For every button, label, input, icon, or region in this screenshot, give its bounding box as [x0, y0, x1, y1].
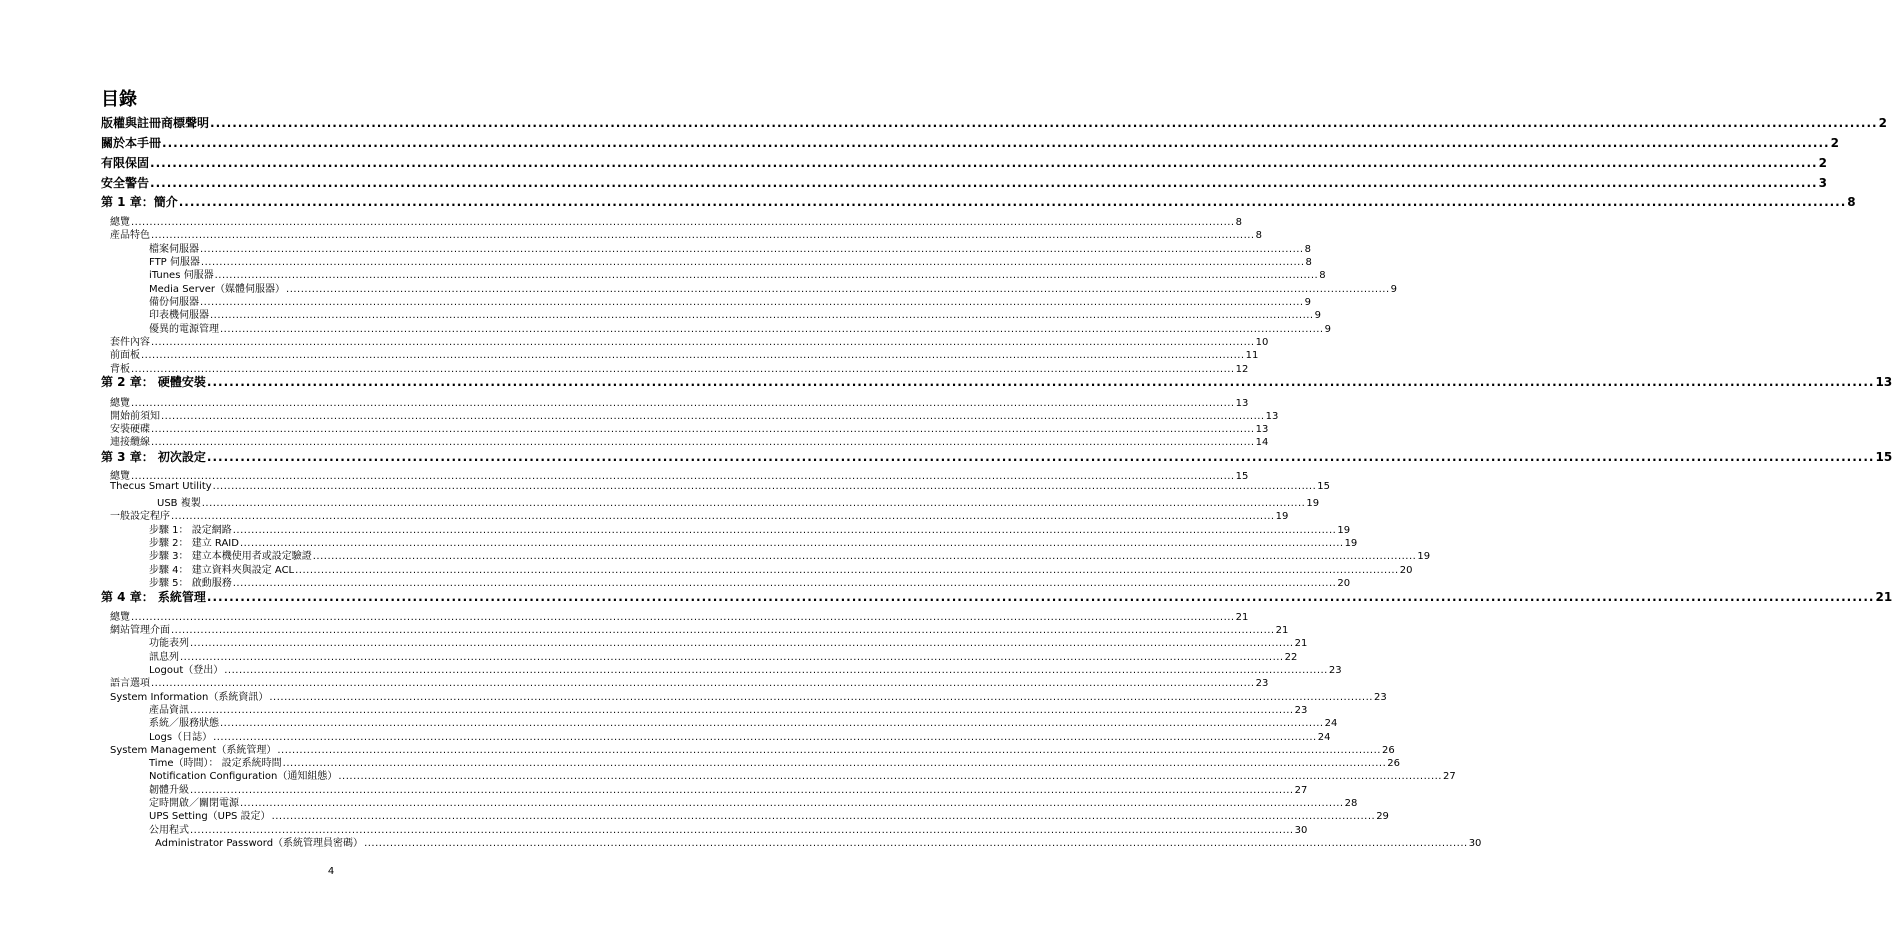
toc-entry[interactable] [149, 807, 1389, 822]
toc-entry-page: 21 [1875, 590, 1892, 604]
toc-dot-leader: ............................................................................................................................................................................................................................................................................................................ [232, 525, 1337, 536]
toc-entry-title: 安全警告 [101, 176, 150, 190]
toc-entry-page: 30 [1468, 838, 1482, 849]
toc-entry-page: 9 [1324, 324, 1331, 335]
toc-entry-title: iTunes 伺服器 [149, 270, 214, 281]
toc-dot-leader: ............................................................................................................................................................................................................................................................................................................ [151, 424, 1255, 435]
toc-dot-leader: ............................................................................................................................................................................................................................................................................................................ [224, 665, 1328, 676]
toc-entry-page: 23 [1255, 678, 1269, 689]
toc-entry-title: 備份伺服器 [149, 297, 199, 308]
toc-entry-page: 8 [1319, 270, 1326, 281]
toc-dot-leader: ............................................................................................................................................................................................................................................................................................................ [206, 450, 1875, 464]
toc-entry-page: 23 [1294, 705, 1308, 716]
toc-entry-title: 檔案伺服器 [149, 244, 199, 255]
toc-entry-page: 21 [1294, 638, 1308, 649]
toc-dot-leader: ............................................................................................................................................................................................................................................................................................................ [161, 411, 1265, 422]
toc-dot-leader: ............................................................................................................................................................................................................................................................................................................ [220, 718, 1324, 729]
toc-dot-leader: ............................................................................................................................................................................................................................................................................................................ [364, 838, 1468, 849]
toc-entry-title: 背板 [110, 364, 130, 375]
toc-dot-leader: ............................................................................................................................................................................................................................................................................................................ [277, 745, 1381, 756]
toc-entry-page: 3 [1818, 176, 1827, 190]
toc-entry-page: 2 [1878, 116, 1887, 130]
toc-entry[interactable] [101, 588, 1892, 605]
toc-entry-page: 13 [1255, 424, 1269, 435]
toc-dot-leader: ............................................................................................................................................................................................................................................................................................................ [131, 612, 1235, 623]
toc-entry-title: 產品資訊 [149, 705, 189, 716]
toc-entry-page: 12 [1235, 364, 1249, 375]
toc-entry[interactable] [110, 674, 1269, 689]
toc-dot-leader: ............................................................................................................................................................................................................................................................................................................ [131, 364, 1235, 375]
toc-entry[interactable] [110, 467, 1249, 482]
toc-dot-leader: ............................................................................................................................................................................................................................................................................................................ [269, 692, 1373, 703]
toc-dot-leader: ............................................................................................................................................................................................................................................................................................................ [151, 337, 1255, 348]
toc-entry-page: 10 [1255, 337, 1269, 348]
toc-dot-leader: ............................................................................................................................................................................................................................................................................................................ [180, 652, 1284, 663]
toc-entry-title: 第 1 章：簡介 [101, 195, 178, 209]
toc-entry-page: 15 [1317, 481, 1331, 492]
toc-dot-leader: ............................................................................................................................................................................................................................................................................................................ [200, 244, 1304, 255]
toc-entry-page: 20 [1399, 565, 1413, 576]
toc-dot-leader: ............................................................................................................................................................................................................................................................................................................ [282, 758, 1387, 769]
toc-entry[interactable] [101, 373, 1892, 390]
toc-entry[interactable] [110, 346, 1259, 361]
toc-dot-leader: ............................................................................................................................................................................................................................................................................................................ [200, 257, 1305, 268]
toc-dot-leader: ............................................................................................................................................................................................................................................................................................................ [171, 625, 1275, 636]
toc-entry-title: Thecus Smart Utility [110, 481, 212, 492]
toc-entry-page: 23 [1328, 665, 1342, 676]
toc-entry-title: 前面板 [110, 350, 140, 361]
toc-entry-title: 步驟 4： 建立資料夾與設定 ACL [149, 565, 295, 576]
toc-entry[interactable] [101, 174, 1827, 191]
toc-entry-title: 關於本手冊 [101, 136, 162, 150]
toc-entry-title: Time（時間）： 設定系統時間 [149, 758, 282, 769]
toc-entry-title: Media Server（媒體伺服器） [149, 284, 286, 295]
toc-entry-page: 26 [1387, 758, 1401, 769]
toc-entry-page: 23 [1373, 692, 1387, 703]
toc-title: 目錄 [101, 89, 137, 110]
toc-dot-leader: ............................................................................................................................................................................................................................................................................................................ [210, 116, 1878, 130]
toc-dot-leader: ............................................................................................................................................................................................................................................................................................................ [201, 498, 1306, 509]
toc-entry-title: 公用程式 [149, 825, 189, 836]
toc-dot-leader: ............................................................................................................................................................................................................................................................................................................ [312, 551, 1417, 562]
toc-dot-leader: ............................................................................................................................................................................................................................................................................................................ [131, 217, 1235, 228]
toc-entry[interactable] [110, 507, 1289, 522]
toc-entry-page: 13 [1265, 411, 1279, 422]
toc-entry-title: 總覽 [110, 471, 130, 482]
toc-dot-leader: ............................................................................................................................................................................................................................................................................................................ [206, 590, 1875, 604]
toc-dot-leader: ............................................................................................................................................................................................................................................................................................................ [131, 398, 1235, 409]
toc-entry-title: 網站管理介面 [110, 625, 170, 636]
toc-entry-page: 9 [1304, 297, 1311, 308]
toc-entry-title: 有限保固 [101, 156, 150, 170]
toc-entry[interactable] [101, 193, 1856, 210]
toc-entry-title: 一般設定程序 [110, 511, 170, 522]
toc-entry-page: 19 [1344, 538, 1358, 549]
toc-entry-page: 8 [1235, 217, 1242, 228]
toc-entry-title: 訊息列 [149, 652, 179, 663]
toc-entry-title: 步驟 3： 建立本機使用者或設定驗證 [149, 551, 312, 562]
toc-entry[interactable] [149, 634, 1308, 649]
toc-entry-page: 9 [1314, 310, 1321, 321]
toc-entry-title: 版權與註冊商標聲明 [101, 116, 210, 130]
toc-entry-title: 總覽 [110, 217, 130, 228]
toc-entry-title: UPS Setting（UPS 設定） [149, 811, 271, 822]
toc-dot-leader: ............................................................................................................................................................................................................................................................................................................ [190, 638, 1294, 649]
toc-entry-title: Notification Configuration（通知組態） [149, 771, 338, 782]
toc-entry-page: 13 [1235, 398, 1249, 409]
toc-dot-leader: ............................................................................................................................................................................................................................................................................................................ [190, 825, 1294, 836]
toc-dot-leader: ............................................................................................................................................................................................................................................................................................................ [239, 538, 1344, 549]
toc-dot-leader: ............................................................................................................................................................................................................................................................................................................ [190, 785, 1294, 796]
toc-entry-title: 開始前須知 [110, 411, 160, 422]
toc-entry-title: 步驟 2： 建立 RAID [149, 538, 239, 549]
toc-entry-title: 優異的電源管理 [149, 324, 219, 335]
toc-dot-leader: ............................................................................................................................................................................................................................................................................................................ [286, 284, 1390, 295]
toc-entry-title: 步驟 5： 啟動服務 [149, 578, 232, 589]
toc-entry-page: 8 [1305, 257, 1312, 268]
page-number: 4 [327, 866, 335, 877]
toc-entry-title: Administrator Password（系統管理員密碼） [155, 838, 364, 849]
toc-entry-page: 29 [1376, 811, 1389, 822]
toc-entry-title: Logout（登出） [149, 665, 224, 676]
toc-entry-page: 19 [1417, 551, 1431, 562]
toc-entry-title: 語言選項 [110, 678, 150, 689]
toc-entry-title: USB 複製 [157, 498, 201, 509]
toc-dot-leader: ............................................................................................................................................................................................................................................................................................................ [151, 437, 1255, 448]
toc-entry-page: 27 [1294, 785, 1308, 796]
toc-entry-page: 24 [1324, 718, 1338, 729]
toc-entry[interactable] [110, 481, 1331, 492]
toc-dot-leader: ............................................................................................................................................................................................................................................................................................................ [214, 270, 1319, 281]
toc-entry-title: 總覽 [110, 612, 130, 623]
toc-dot-leader: ............................................................................................................................................................................................................................................................................................................ [131, 471, 1235, 482]
toc-dot-leader: ............................................................................................................................................................................................................................................................................................................ [213, 732, 1317, 743]
toc-entry-title: 套件內容 [110, 337, 150, 348]
toc-dot-leader: ............................................................................................................................................................................................................................................................................................................ [151, 230, 1255, 241]
toc-entry-page: 9 [1390, 284, 1398, 295]
toc-entry-title: FTP 伺服器 [149, 257, 200, 268]
toc-dot-leader: ............................................................................................................................................................................................................................................................................................................ [190, 705, 1294, 716]
toc-entry-page: 15 [1235, 471, 1249, 482]
toc-dot-leader: ............................................................................................................................................................................................................................................................................................................ [338, 771, 1442, 782]
toc-dot-leader: ............................................................................................................................................................................................................................................................................................................ [150, 156, 1818, 170]
toc-entry[interactable] [155, 834, 1482, 849]
toc-entry-page: 19 [1306, 498, 1320, 509]
toc-entry-page: 15 [1875, 450, 1892, 464]
toc-entry-page: 21 [1275, 625, 1289, 636]
toc-dot-leader: ............................................................................................................................................................................................................................................................................................................ [141, 350, 1245, 361]
toc-dot-leader: ............................................................................................................................................................................................................................................................................................................ [271, 811, 1376, 822]
toc-dot-leader: ............................................................................................................................................................................................................................................................................................................ [151, 678, 1255, 689]
toc-dot-leader: ............................................................................................................................................................................................................................................................................................................ [162, 136, 1830, 150]
toc-entry-title: System Information（系統資訊） [110, 692, 269, 703]
toc-entry-title: 韌體升級 [149, 785, 189, 796]
toc-entry[interactable] [149, 767, 1456, 782]
toc-entry-page: 20 [1337, 578, 1351, 589]
toc-dot-leader: ............................................................................................................................................................................................................................................................................................................ [220, 324, 1324, 335]
toc-dot-leader: ............................................................................................................................................................................................................................................................................................................ [212, 481, 1317, 492]
toc-entry[interactable] [101, 448, 1892, 465]
toc-entry-page: 8 [1847, 195, 1856, 209]
toc-dot-leader: ............................................................................................................................................................................................................................................................................................................ [232, 578, 1337, 589]
toc-entry-page: 2 [1830, 136, 1839, 150]
toc-entry-page: 28 [1344, 798, 1358, 809]
toc-entry-page: 19 [1337, 525, 1351, 536]
toc-entry-title: 步驟 1： 設定網路 [149, 525, 232, 536]
toc-entry-page: 11 [1245, 350, 1259, 361]
toc-entry[interactable] [149, 547, 1431, 562]
toc-entry-page: 21 [1235, 612, 1249, 623]
toc-entry[interactable] [110, 433, 1269, 448]
toc-dot-leader: ............................................................................................................................................................................................................................................................................................................ [240, 798, 1344, 809]
toc-entry-page: 19 [1275, 511, 1289, 522]
toc-dot-leader: ............................................................................................................................................................................................................................................................................................................ [150, 176, 1818, 190]
toc-dot-leader: ............................................................................................................................................................................................................................................................................................................ [210, 310, 1314, 321]
toc-entry-page: 27 [1443, 771, 1456, 782]
toc-entry-title: 連接纜線 [110, 437, 150, 448]
toc-entry-page: 24 [1317, 732, 1331, 743]
toc-entry[interactable] [149, 266, 1326, 281]
toc-entry-page: 8 [1255, 230, 1262, 241]
toc-entry-title: 產品特色 [110, 230, 150, 241]
toc-dot-leader: ............................................................................................................................................................................................................................................................................................................ [295, 565, 1399, 576]
toc-entry[interactable] [149, 306, 1321, 321]
toc-entry-title: 系統／服務狀態 [149, 718, 219, 729]
toc-dot-leader: ............................................................................................................................................................................................................................................................................................................ [206, 375, 1875, 389]
toc-entry-title: 功能表列 [149, 638, 189, 649]
toc-entry-page: 14 [1255, 437, 1269, 448]
toc-entry[interactable] [101, 134, 1839, 151]
toc-entry-title: System Management（系統管理） [110, 745, 277, 756]
toc-entry-title: 定時開啟／關閉電源 [149, 798, 239, 809]
toc-entry[interactable] [149, 714, 1338, 729]
toc-entry-page: 26 [1381, 745, 1395, 756]
toc-entry-title: Logs（日誌） [149, 732, 213, 743]
toc-entry[interactable] [149, 574, 1351, 589]
toc-entry-title: 第 3 章： 初次設定 [101, 450, 206, 464]
toc-entry[interactable] [101, 154, 1827, 171]
toc-entry-page: 2 [1818, 156, 1827, 170]
toc-entry-page: 30 [1294, 825, 1308, 836]
toc-dot-leader: ............................................................................................................................................................................................................................................................................................................ [178, 195, 1847, 209]
toc-entry-page: 8 [1304, 244, 1311, 255]
toc-dot-leader: ............................................................................................................................................................................................................................................................................................................ [171, 511, 1275, 522]
toc-entry-title: 第 2 章： 硬體安裝 [101, 375, 206, 389]
toc-entry-page: 13 [1875, 375, 1892, 389]
toc-entry[interactable] [101, 114, 1887, 131]
toc-entry-title: 總覽 [110, 398, 130, 409]
toc-dot-leader: ............................................................................................................................................................................................................................................................................................................ [200, 297, 1304, 308]
toc-entry-title: 印表機伺服器 [149, 310, 209, 321]
toc-entry[interactable] [110, 226, 1262, 241]
toc-entry-title: 安裝硬碟 [110, 424, 150, 435]
toc-entry-title: 第 4 章： 系統管理 [101, 590, 206, 604]
toc-entry-page: 22 [1284, 652, 1298, 663]
